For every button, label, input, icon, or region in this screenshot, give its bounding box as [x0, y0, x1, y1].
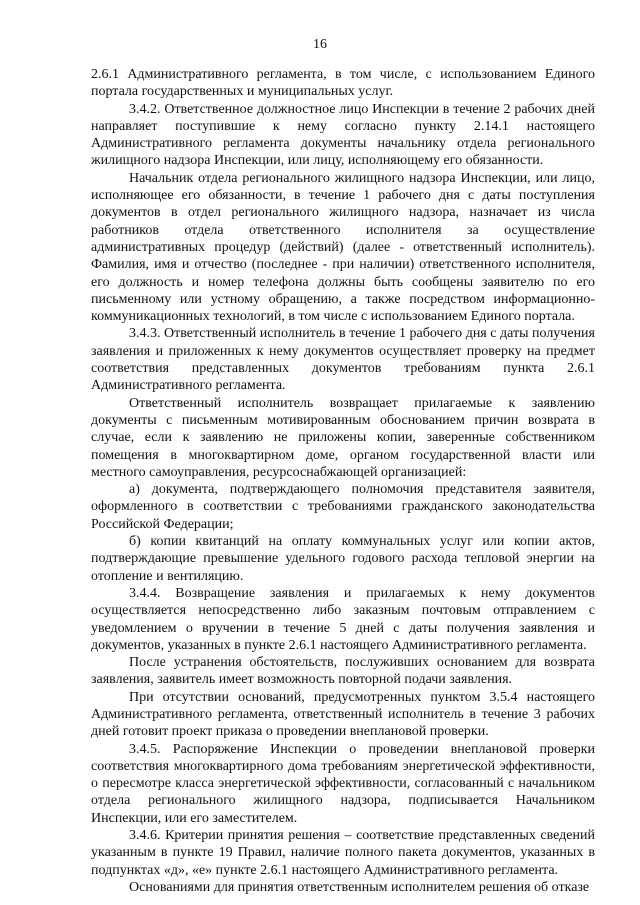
list-item-a: а) документа, подтверждающего полномочия представителя заявителя, оформленного в соответствии с требованиями гражданского законодательства Российской Федерации;	[91, 482, 595, 532]
paragraph-no-grounds: При отсутствии оснований, предусмотренных пунктом 3.5.4 настоящего Административного регламента, ответственный исполнитель в течение 3 рабочих дней готовит проект приказа о проведении внеплановой проверки.	[91, 689, 595, 740]
paragraph-3-4-5: 3.4.5. Распоряжение Инспекции о проведении внеплановой проверки соответствия многоквартирного дома требованиям энергетической эффективности, о пересмотре класса энергетической эффективности, согласованный с начальником отдела регионального жилищного надзора, подписывается Начальником Инспекции, или его заместителем.	[91, 741, 595, 826]
paragraph-department-head: Начальник отдела регионального жилищного надзора Инспекции, или лицо, исполняющее его обязанности, в течение 1 рабочего дня с даты поступления документов в отдел регионального жилищного надзора, назначает из числа работников отдела ответственного исполнителя за осуществление административных процедур (действий) (далее - ответственный исполнитель). Фамилия, имя и отчество (последнее - при наличии) ответственного исполнителя, его должность и номер телефона должны быть сообщены заявителю по его письменному или устному обращению, а также посредством информационно-коммуникационных технологий, в том числе с использованием Единого портала.	[91, 170, 595, 325]
list-item-b: б) копии квитанций на оплату коммунальных услуг или копии актов, подтверждающие превышение удельного годового расхода тепловой энергии на отопление и вентиляцию.	[91, 534, 595, 584]
paragraph-return-documents: Ответственный исполнитель возвращает прилагаемые к заявлению документы с письменным мотивированным обоснованием причин возврата в случае, если к заявлению не приложены копии, заверенные собственником помещения в многоквартирном доме, органом государственной власти или местного самоуправления, ресурсоснабжающей организацией:	[91, 395, 595, 480]
paragraph-resubmission: После устранения обстоятельств, послуживших основанием для возврата заявления, заявитель имеет возможность повторной подачи заявления.	[91, 655, 595, 688]
paragraph-3-4-2: 3.4.2. Ответственное должностное лицо Инспекции в течение 2 рабочих дней направляет поступившие к нему согласно пункту 2.14.1 настоящего Административного регламента документы начальнику отдела регионального жилищного надзора Инспекции, или лицу, исполняющему его обязанности.	[91, 101, 595, 169]
page-number: 16	[313, 37, 327, 52]
paragraph-3-4-6: 3.4.6. Критерии принятия решения – соответствие представленных сведений указанным в пункте 19 Правил, наличие полного пакета документов, указанных в подпунктах «д», «е» пункте 2.6.1 настоящего Административного регламента.	[91, 828, 595, 878]
paragraph-3-4-3: 3.4.3. Ответственный исполнитель в течение 1 рабочего дня с даты получения заявления и приложенных к нему документов осуществляет проверку на предмет соответствия представленных документов требованиям пункта 2.6.1 Административного регламента.	[91, 326, 595, 394]
document-body	[91, 66, 595, 896]
paragraph-continuation: 2.6.1 Административного регламента, в том числе, с использованием Единого портала государственных и муниципальных услуг.	[91, 67, 595, 100]
paragraph-refusal-grounds: Основаниями для принятия ответственным исполнителем решения об отказе	[129, 879, 590, 895]
paragraph-3-4-4: 3.4.4. Возвращение заявления и прилагаемых к нему документов осуществляется непосредственно либо заказным почтовым отправлением с уведомлением о вручении в течение 5 дней с даты получения заявления и документов, указанных в пункте 2.6.1 настоящего Административного регламента.	[91, 585, 595, 653]
